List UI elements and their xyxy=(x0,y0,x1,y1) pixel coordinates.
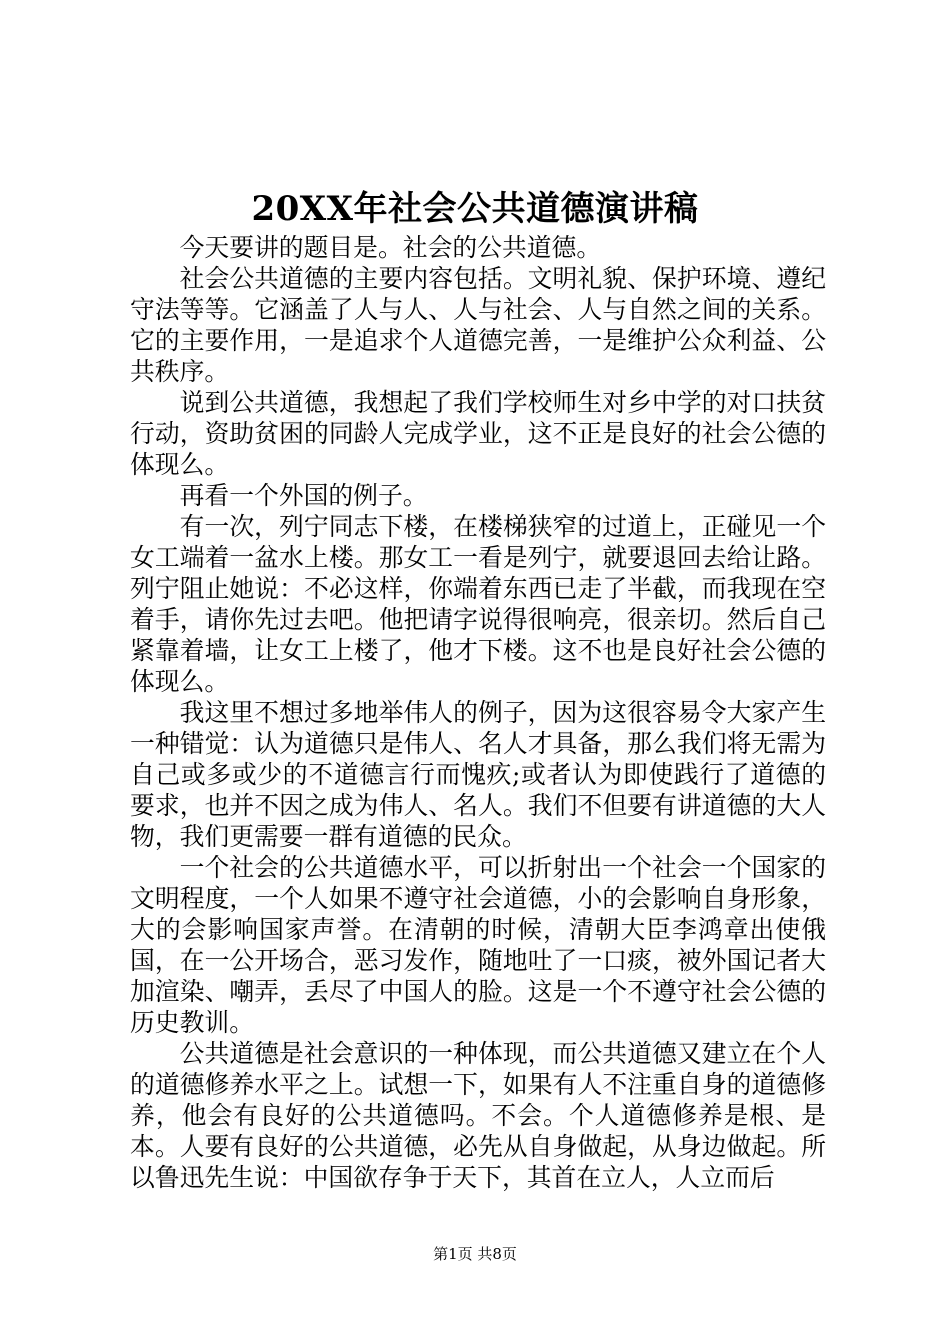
document-body xyxy=(130,232,826,1193)
paragraph: 社会公共道德的主要内容包括。文明礼貌、保护环境、遵纪守法等等。它涵盖了人与人、人与社会、人与自然之间的关系。它的主要作用，一是追求个人道德完善，一是维护公众利益、公共秩序。 xyxy=(130,264,826,386)
paragraph: 有一次，列宁同志下楼，在楼梯狭窄的过道上，正碰见一个女工端着一盆水上楼。那女工一看是列宁，就要退回去给让路。列宁阻止她说：不必这样，你端着东西已走了半截，而我现在空着手，请你先过去吧。他把请字说得很响亮，很亲切。然后自己紧靠着墙，让女工上楼了，他才下楼。这不也是良好社会公德的体现么。 xyxy=(130,512,826,696)
document-title: 20XX年社会公共道德演讲稿 xyxy=(251,189,699,229)
paragraph: 一个社会的公共道德水平，可以折射出一个社会一个国家的文明程度，一个人如果不遵守社会道德，小的会影响自身形象，大的会影响国家声誉。在清朝的时候，清朝大臣李鸿章出使俄国，在一公开场合，恶习发作，随地吐了一口痰，被外国记者大加渲染、嘲弄，丢尽了中国人的脸。这是一个不遵守社会公德的历史教训。 xyxy=(130,853,826,1037)
paragraph: 再看一个外国的例子。 xyxy=(179,481,428,510)
paragraph: 公共道德是社会意识的一种体现，而公共道德又建立在个人的道德修养水平之上。试想一下，如果有人不注重自身的道德修养，他会有良好的公共道德吗。不会。个人道德修养是根、是本。人要有良好的公共道德，必先从自身做起，从身边做起。所以鲁迅先生说：中国欲存争于天下，其首在立人，人立而后 xyxy=(130,1039,826,1192)
paragraph: 今天要讲的题目是。社会的公共道德。 xyxy=(179,233,602,262)
paragraph: 说到公共道德，我想起了我们学校师生对乡中学的对口扶贫行动，资助贫困的同龄人完成学业，这不正是良好的社会公德的体现么。 xyxy=(130,388,826,479)
page-number-footer: 第1页 共8页 xyxy=(433,1245,517,1263)
paragraph: 我这里不想过多地举伟人的例子，因为这很容易令大家产生一种错觉：认为道德只是伟人、名人才具备，那么我们将无需为自己或多或少的不道德言行而愧疚;或者认为即使践行了道德的要求，也并不因之成为伟人、名人。我们不但要有讲道德的大人物，我们更需要一群有道德的民众。 xyxy=(130,698,826,851)
